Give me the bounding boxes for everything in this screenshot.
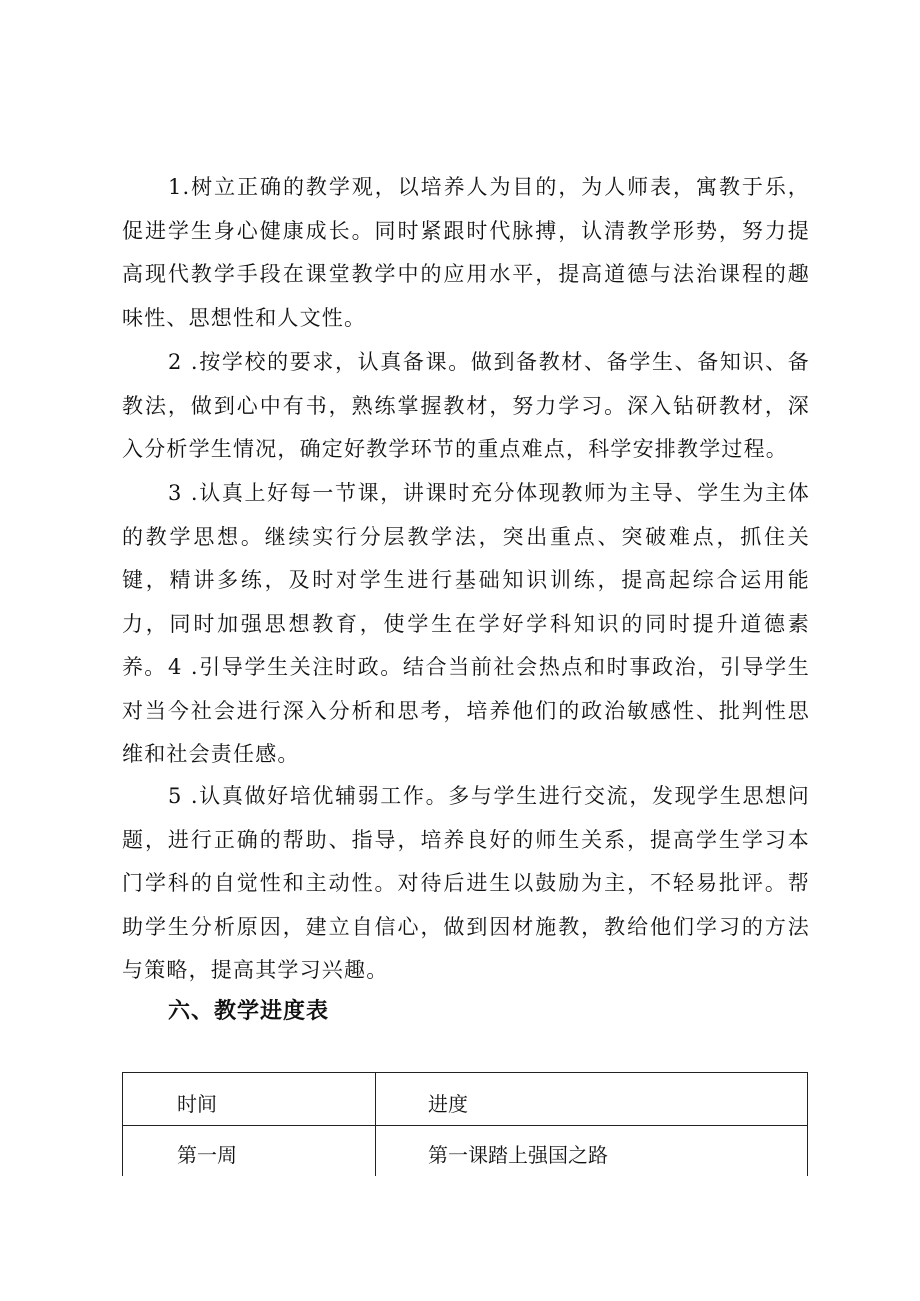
table-header-row xyxy=(123,1073,808,1126)
row-progress-value: 第一课踏上强国之路 xyxy=(428,1143,608,1167)
cell-progress xyxy=(376,1126,808,1177)
header-time-label: 时间 xyxy=(177,1092,217,1116)
table-row xyxy=(123,1126,808,1177)
paragraph-3: 3 .认真上好每一节课，讲课时充分体现教师为主导、学生为主体的教学思想。继续实行分层教学法，突出重点、突破难点，抓住关键，精讲多练，及时对学生进行基础知识训练，提高起综合运用能力，同时加强思想教育，使学生在学好学科知识的同时提升道德素养。 xyxy=(122,481,810,679)
row-time-value: 第一周 xyxy=(177,1143,237,1167)
schedule-table xyxy=(122,1072,808,1176)
header-progress-label: 进度 xyxy=(428,1092,468,1116)
cell-time xyxy=(123,1126,376,1177)
paragraph-2: 2 .按学校的要求，认真备课。做到备教材、备学生、备知识、备教法，做到心中有书，熟练掌握教材，努力学习。深入钻研教材，深入分析学生情况，确定好教学环节的重点难点，科学安排教学过程。 xyxy=(122,350,810,461)
header-cell-progress xyxy=(376,1073,808,1126)
paragraph-4: 4 .引导学生关注时政。结合当前社会热点和时事政治，引导学生对当今社会进行深入分析和思考，培养他们的政治敏感性、批判性思维和社会责任感。 xyxy=(122,655,810,766)
paragraph-5: 5 .认真做好培优辅弱工作。多与学生进行交流，发现学生思想问题，进行正确的帮助、指导，培养良好的师生关系，提高学生学习本门学科的自觉性和主动性。对待后进生以鼓励为主，不轻易批评。帮助学生分析原因，建立自信心，做到因材施教，教给他们学习的方法与策略，提高其学习兴趣。 xyxy=(122,784,810,982)
paragraph-1: 1.树立正确的教学观，以培养人为目的，为人师表，寓教于乐，促进学生身心健康成长。同时紧跟时代脉搏，认清教学形势，努力提高现代教学手段在课堂教学中的应用水平，提高道德与法治课程的趣味性、思想性和人文性。 xyxy=(122,175,810,330)
section-heading: 六、教学进度表 xyxy=(168,999,330,1024)
header-cell-time xyxy=(123,1073,376,1126)
